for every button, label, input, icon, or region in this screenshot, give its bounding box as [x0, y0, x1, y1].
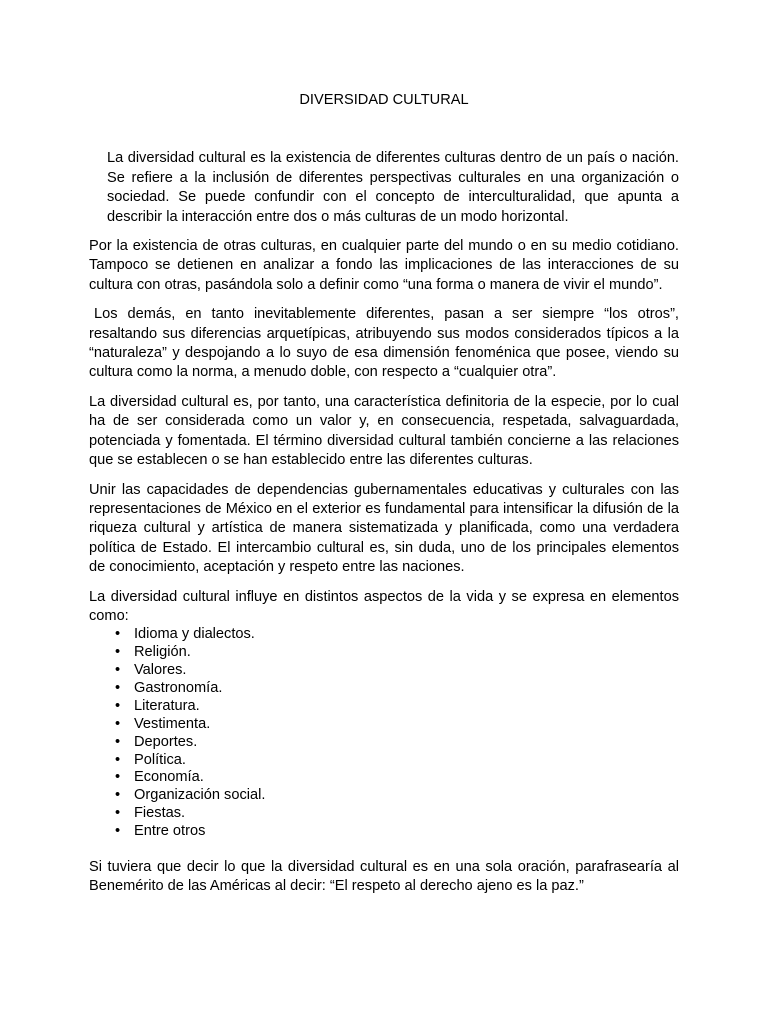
list-item-text: Idioma y dialectos.	[134, 626, 255, 643]
list-item-text: Gastronomía.	[134, 680, 223, 697]
list-item	[89, 734, 679, 752]
list-item	[89, 662, 679, 680]
bullet-icon: •	[115, 733, 121, 750]
list-item-text: Economía.	[134, 769, 204, 786]
document-body	[89, 91, 679, 907]
list-item	[89, 644, 679, 662]
bullet-icon: •	[115, 823, 121, 840]
list-item-text: Literatura.	[134, 697, 200, 714]
paragraph-the-others: Los demás, en tanto inevitablemente diferentes, pasan a ser siempre “los otros”, resaltando sus diferencias arquetípicas, atribuyendo sus modos considerados típicos a la “naturaleza” y despojando a lo suyo de esa dimensión fenoménica que posee, viendo su cultura como la norma, a menudo doble, con respecto a “cualquier otra”.	[89, 306, 679, 381]
list-item-text: Deportes.	[134, 733, 198, 750]
list-item	[89, 787, 679, 805]
list-item-text: Valores.	[134, 662, 187, 679]
paragraph-definition: La diversidad cultural es la existencia de diferentes culturas dentro de un país o nación. Se refiere a la inclusión de diferentes perspectivas culturales en una organización o sociedad. Se puede confundir con el concepto de interculturalidad, que apunta a describir la interacción entre dos o más culturas de un modo horizontal.	[107, 150, 679, 225]
bullet-icon: •	[115, 787, 121, 804]
document-title: DIVERSIDAD CULTURAL	[299, 92, 469, 108]
list-item	[89, 752, 679, 770]
paragraph-list-intro: La diversidad cultural influye en distintos aspectos de la vida y se expresa en elementos como:	[89, 588, 679, 624]
bullet-icon: •	[115, 644, 121, 661]
list-item-text: Política.	[134, 751, 186, 768]
list-item	[89, 805, 679, 823]
cultural-elements-list	[89, 626, 679, 841]
paragraph-closing: Si tuviera que decir lo que la diversidad cultural es en una sola oración, parafrasearía al Benemérito de las Américas al decir: “El respeto al derecho ajeno es la paz.”	[89, 859, 679, 895]
bullet-icon: •	[115, 697, 121, 714]
list-item-text: Organización social.	[134, 787, 266, 804]
bullet-icon: •	[115, 769, 121, 786]
list-item-text: Vestimenta.	[134, 715, 211, 732]
bullet-icon: •	[115, 751, 121, 768]
list-item	[89, 823, 679, 841]
list-item-text: Fiestas.	[134, 805, 186, 822]
bullet-icon: •	[115, 715, 121, 732]
bullet-icon: •	[115, 626, 121, 643]
paragraph-other-cultures: Por la existencia de otras culturas, en cualquier parte del mundo o en su medio cotidiano. Tampoco se detienen en analizar a fondo las implicaciones de las interacciones de su cultura con otras, pasándola solo a definir como “una forma o manera de vivir el mundo”.	[89, 238, 679, 293]
list-item-text: Entre otros	[134, 823, 206, 840]
list-item	[89, 626, 679, 644]
list-item	[89, 680, 679, 698]
list-item	[89, 698, 679, 716]
list-item-text: Religión.	[134, 644, 191, 661]
paragraph-defining-feature: La diversidad cultural es, por tanto, una característica definitoria de la especie, por lo cual ha de ser considerada como un valor y, en consecuencia, respetada, salvaguardada, potenciada y fomentada. El término diversidad cultural también concierne a las relaciones que se establecen o se han establecido entre las diferentes culturas.	[89, 393, 679, 469]
list-item	[89, 769, 679, 787]
list-item	[89, 716, 679, 734]
bullet-icon: •	[115, 680, 121, 697]
bullet-icon: •	[115, 805, 121, 822]
paragraph-mexico-exchange: Unir las capacidades de dependencias gubernamentales educativas y culturales con las representaciones de México en el exterior es fundamental para intensificar la difusión de la riqueza cultural y artística de manera sistematizada y planificada, como una verdadera política de Estado. El intercambio cultural es, sin duda, uno de los principales elementos de conocimiento, aceptación y respeto entre las naciones.	[89, 481, 679, 576]
bullet-icon: •	[115, 662, 121, 679]
